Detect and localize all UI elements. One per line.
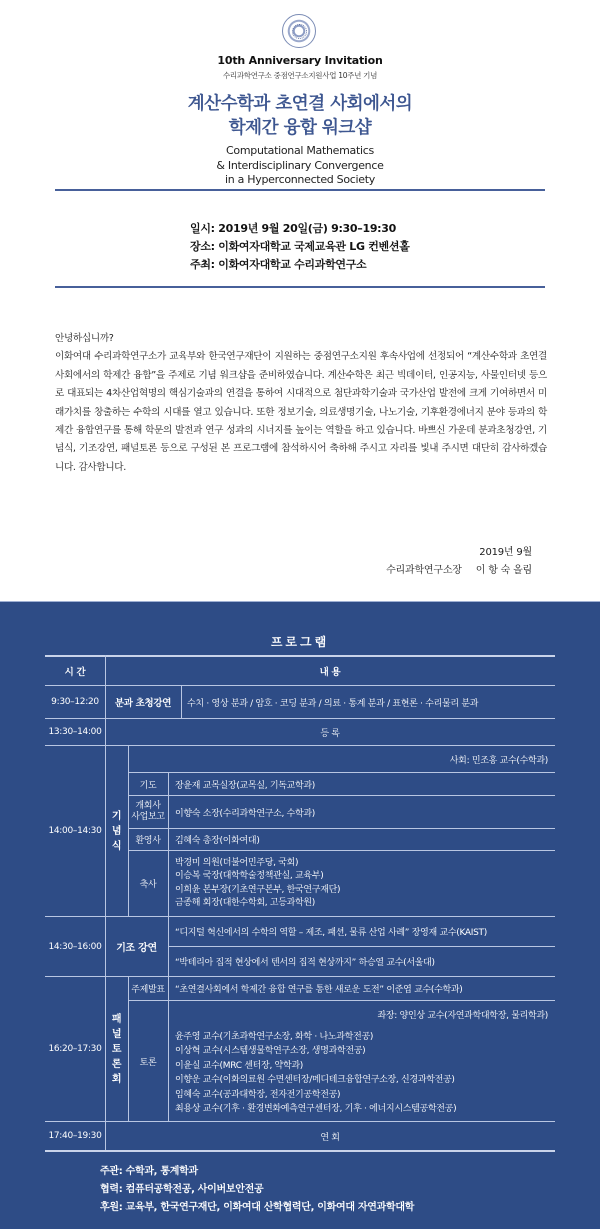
opening-label [128,796,168,828]
ceremony-label-char: 식 [111,840,122,852]
opening-label-line1: 개회사 [135,801,161,811]
panel-label-char: 토 [111,1043,122,1055]
congrats-item: 박경미 의원(더불어민주당, 국회) [175,857,299,868]
keynote-talk: “박테리아 집적 현상에서 텐서의 집적 현상까지” 하승열 교수(서울대) [175,958,435,968]
anniversary-title: 10th Anniversary Invitation [217,54,383,67]
table-line [128,1000,555,1001]
panel-label [105,977,128,1121]
congrats-item: 이승복 국장(대학학술정책관실, 교육부) [175,871,324,881]
university-seal-icon [282,14,316,48]
registration-time: 13:30–14:00 [48,727,102,737]
panel-label-char: 론 [111,1058,122,1070]
panelist: 최용상 교수(기후 · 환경변화예측연구센터장, 기후 · 에너지시스템공학전공) [175,1104,457,1114]
keynote-label: 기조 강연 [116,943,157,954]
ceremony-moderator: 사회: 민조홍 교수(수학과) [449,755,548,766]
credits [100,1163,414,1217]
table-vline [168,976,169,1121]
signer-name: 이 항 숙 올림 [475,565,532,576]
welcome-label: 환영사 [135,836,161,846]
presentation-content: “초연결사회에서 학제간 융합 연구를 통한 새로운 도전” 이준엽 교수(수학과) [175,985,463,995]
event-info [190,220,410,274]
prayer-content: 장윤재 교목실장(교목실, 기독교학과) [175,780,316,791]
congrats-item: 금종해 회장(대한수학회, 고등과학원) [175,898,316,908]
registration-label: 등 록 [320,728,340,739]
session1-content: 수치 · 영상 분과 / 암호 · 코딩 분과 / 의료 · 통계 분과 / 표현론 · 수리물리 분과 [187,698,479,709]
congrats-item: 이희윤 본부장(기초연구본부, 한국연구재단) [175,884,341,895]
panelist: 이윤실 교수(MRC 센터장, 약학과) [175,1060,303,1071]
presentation-label: 주제발표 [131,985,165,995]
credit-cooperation: 협력: 컴퓨터공학전공, 사이버보안전공 [100,1184,264,1195]
opening-content: 이향숙 소장(수리과학연구소, 수학과) [175,808,316,819]
panel-label-char: 회 [111,1073,122,1085]
keynote-time: 14:30–16:00 [48,941,102,952]
workshop-title-english [0,144,600,188]
discussion-chair: 좌장: 양인상 교수(자연과학대학장, 물리학과) [377,1010,548,1021]
title-ko-line1: 계산수학과 초연결 사회에서의 [187,94,413,114]
table-line [45,1150,555,1152]
letter-greeting: 안녕하십니까? [55,333,114,344]
panel-label-char: 패 [111,1013,122,1025]
workshop-title-korean [0,92,600,140]
signer-title: 수리과학연구소장 [386,565,462,576]
divider-bottom [55,286,545,288]
column-header-content: 내 용 [319,666,341,678]
table-vline [168,916,169,976]
reception-time: 17:40–19:30 [48,1131,102,1141]
invitation-letter [55,330,547,477]
discussion-label: 토론 [139,1057,157,1068]
letter-body: 이화여대 수리과학연구소가 교육부와 한국연구재단이 지원하는 중점연구소지원 후속사업에 선정되어 “계산수학과 초연결 사회에서의 학제간 융합”을 주제로 기념 워크샵을 준비하였습니다. 계산수학은 최근 빅데이터, 인공지능, 사물인터넷 등으로 대표되는 4차산업혁명의 핵심기술과의 연결을 통하여 시대적으로 첨단과학기술과 국가산업 발전에 크게 기여하면서 미래가치를 창출하는 수학의 시대를 열고 있습니다. 또한 정보기술, 의료생명기술, 나노기술, 기후환경에너지 분야 등과의 학제간 융합연구를 통해 학문의 발전과 연구 성과의 시너지를 높이는 역할을 하고 있습니다. 바쁘신 가운데 분과초청강연, 기념식, 기조강연, 패널토론 등으로 구성된 본 프로그램에 참석하시어 축하해 주시고 자리를 빛내 주시면 대단히 감사하겠습니다. 감사합니다. [55,351,547,473]
divider-top [55,189,545,191]
title-en-line1: Computational Mathematics [226,144,374,157]
anniversary-subtitle: 수리과학연구소 중점연구소지원사업 10주년 기념 [222,71,378,80]
event-venue: 장소: 이화여자대학교 국제교육관 LG 컨벤션홀 [190,240,410,253]
ceremony-label-char: 기 [111,810,122,822]
welcome-content: 김혜숙 총장(이화여대) [175,836,260,846]
keynote-talk: “디지털 혁신에서의 수학의 역할 – 제조, 패션, 물류 산업 사례” 장영재 교수(KAIST) [175,928,487,938]
prayer-label: 기도 [139,780,157,791]
session1-time: 9:30–12:20 [51,697,99,707]
congrats-list [175,851,555,916]
ceremony-time: 14:00–14:30 [48,826,102,836]
column-header-time: 시 간 [64,666,86,678]
ceremony-label-char: 념 [111,825,122,837]
letter-signature [386,561,532,576]
panel-label-char: 널 [111,1028,122,1040]
credit-organizer: 주관: 수학과, 통계학과 [100,1166,198,1177]
panelist: 이상혁 교수(시스템생물학연구소장, 생명과학전공) [175,1046,366,1056]
panel-time: 16:20–17:30 [48,1044,102,1054]
panelist-list [175,1027,555,1119]
title-en-line3: in a Hyperconnected Society [225,173,375,186]
credit-sponsor: 후원: 교육부, 한국연구재단, 이화여대 산학협력단, 이화여대 자연과학대학 [100,1202,415,1213]
event-date: 일시: 2019년 9월 20일(금) 9:30–19:30 [190,222,396,235]
event-host: 주최: 이화여자대학교 수리과학연구소 [190,258,367,271]
table-vline [168,772,169,916]
congrats-label: 축사 [139,880,157,890]
reception-label: 연 회 [320,1132,340,1143]
panelist: 윤주영 교수(기초과학연구소장, 화학 · 나노과학전공) [175,1031,374,1042]
table-vline [181,685,182,718]
program-title: 프로그램 [270,635,330,649]
ceremony-label [105,746,128,916]
opening-label-line2: 사업보고 [131,812,165,822]
panelist: 이향운 교수(이화의료원 수면센터장/메디테크융합연구소장, 신경과학전공) [175,1075,455,1085]
panelist: 임혜숙 교수(공과대학장, 전자전기공학전공) [175,1089,341,1100]
letter-date: 2019년 9월 [479,547,532,558]
session1-label: 분과 초청강연 [114,698,172,709]
title-ko-line2: 학제간 융합 워크샵 [228,118,372,138]
title-en-line2: & Interdisciplinary Convergence [216,158,384,172]
